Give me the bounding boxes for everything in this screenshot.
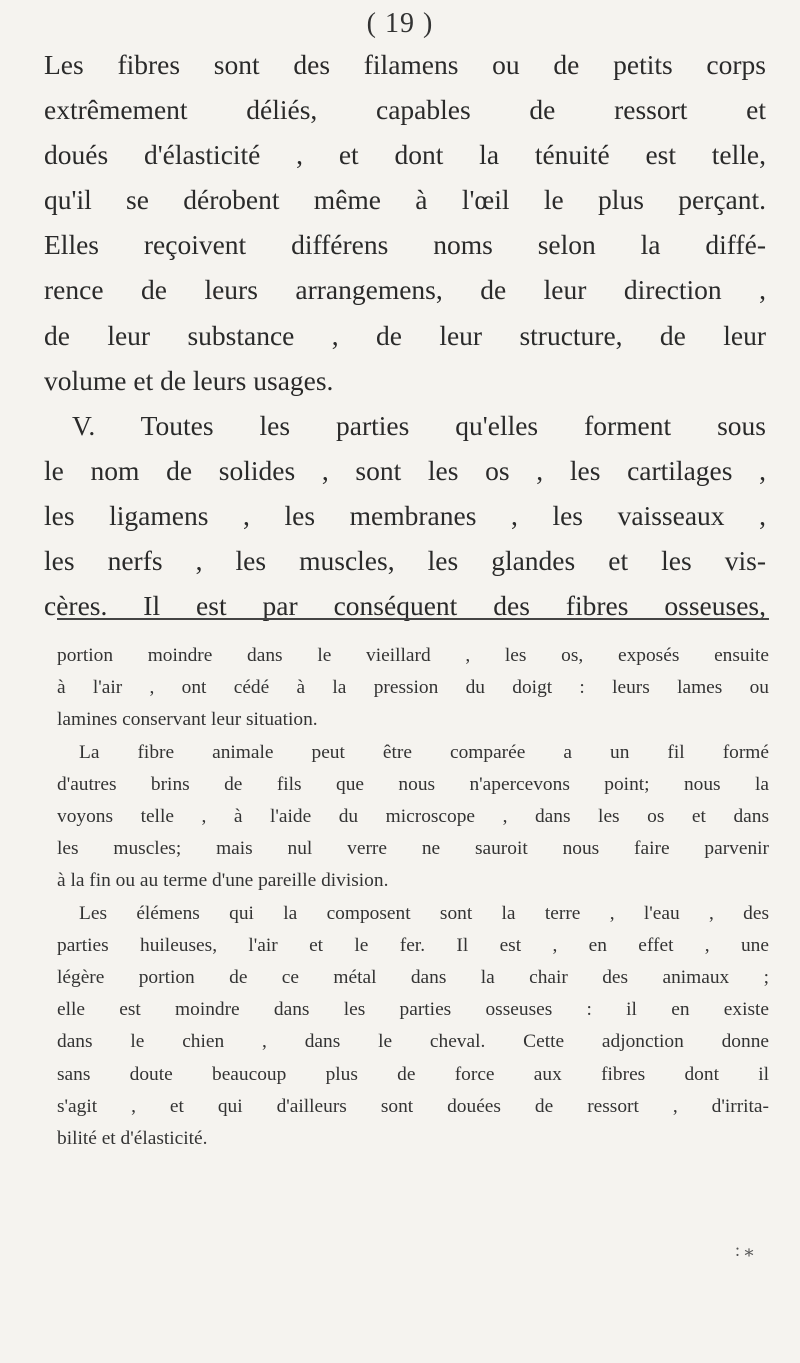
footnote-line: portion moindre dans le vieillard , les os, exposés ensuite <box>57 645 769 666</box>
main-text-line: rence de leurs arrangemens, de leur direction , <box>44 274 766 306</box>
main-text-line: les ligamens , les membranes , les vaisseaux , <box>44 499 766 531</box>
footnote-line: La fibre animale peut être comparée a un fil formé <box>79 741 769 763</box>
footnote-line: légère portion de ce métal dans la chair des animaux ; <box>57 967 769 989</box>
footnote-line: dans le chien , dans le cheval. Cette adjonction donne <box>57 1031 769 1053</box>
main-text-line: qu'il se dérobent même à l'œil le plus perçant. <box>44 184 766 216</box>
main-text-line: Elles reçoivent différens noms selon la diffé- <box>44 229 766 261</box>
footnote-line: à la fin ou au terme d'une pareille division. <box>57 870 389 892</box>
main-text-line: doués d'élasticité , et dont la ténuité est telle, <box>44 139 766 171</box>
main-text-line: les nerfs , les muscles, les glandes et les vis- <box>44 545 766 577</box>
footnote-line: sans doute beaucoup plus de force aux fibres dont il <box>57 1063 769 1085</box>
main-text-line: cères. Il est par conséquent des fibres osseuses, <box>44 590 766 622</box>
main-text-line: le nom de solides , sont les os , les cartilages , <box>44 454 766 486</box>
footnote-line: d'autres brins de fils que nous n'apercevons point; nous la <box>57 773 769 795</box>
footnote-block <box>57 640 769 1155</box>
footnote-line: elle est moindre dans les parties osseuses : il en existe <box>57 999 769 1021</box>
page-number: ( 19 ) <box>366 8 434 39</box>
main-text-line: V. Toutes les parties qu'elles forment sous <box>72 409 766 441</box>
footnote-line: parties huileuses, l'air et le fer. Il est , en effet , une <box>57 934 769 956</box>
footnote-line: les muscles; mais nul verre ne sauroit nous faire parvenir <box>57 838 769 860</box>
main-text-line: Les fibres sont des filamens ou de petits corps <box>44 49 766 80</box>
footnote-line: lamines conservant leur situation. <box>57 709 318 731</box>
footnote-line: bilité et d'élasticité. <box>57 1128 208 1150</box>
footnote-line: à l'air , ont cédé à la pression du doigt : leurs lames ou <box>57 677 769 699</box>
main-text-block <box>44 42 766 628</box>
main-text-line: de leur substance , de leur structure, de leur <box>44 319 766 351</box>
footnote-line: s'agit , et qui d'ailleurs sont douées de ressort , d'irrita- <box>57 1095 769 1117</box>
main-text-line: extrêmement déliés, capables de ressort et <box>44 94 766 126</box>
main-text-line: volume et de leurs usages. <box>44 364 334 396</box>
stray-ink-mark: : ⁎ <box>735 1240 754 1260</box>
footnote-line: Les élémens qui la composent sont la terre , l'eau , des <box>79 902 769 924</box>
footnote-line: voyons telle , à l'aide du microscope , dans les os et dans <box>57 806 769 828</box>
footnote-divider <box>57 618 769 620</box>
